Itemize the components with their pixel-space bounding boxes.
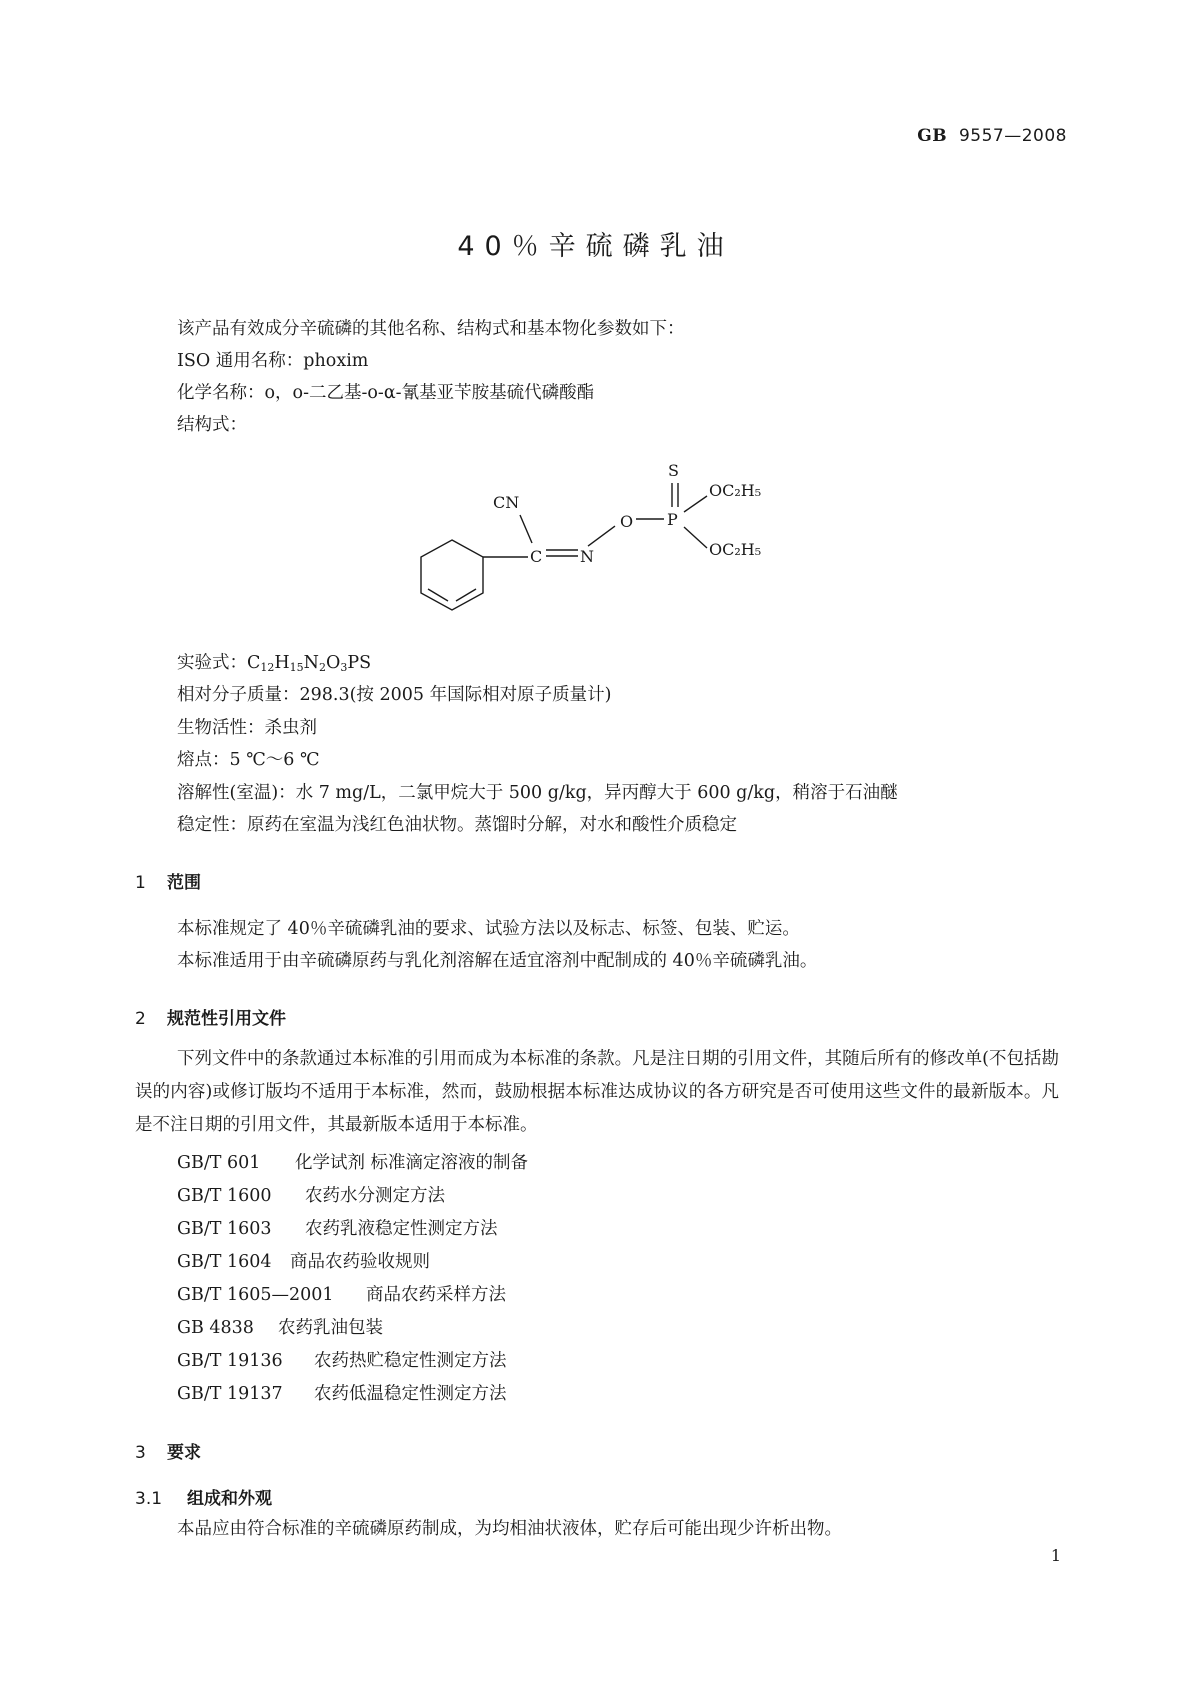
- structure-label: 结构式：: [177, 415, 247, 435]
- reference-item: GB/T 1600 农药水分测定方法: [177, 1186, 445, 1206]
- ethoxy-label-top: OC₂H₅: [709, 481, 762, 500]
- reference-item: GB/T 601 化学试剂 标准滴定溶液的制备: [177, 1153, 529, 1173]
- section-1-para-1: 本标准规定了 40％辛硫磷乳油的要求、试验方法以及标志、标签、包装、贮运。: [177, 919, 800, 939]
- iso-common-name: ISO 通用名称：phoxim: [177, 351, 369, 371]
- section-3-heading: 3 要求: [135, 1443, 201, 1463]
- standard-number: [917, 126, 1067, 146]
- molecular-mass: 相对分子质量：298.3(按 2005 年国际相对原子质量计): [177, 685, 612, 705]
- section-3-1-heading: 3.1 组成和外观: [135, 1489, 272, 1509]
- page-number: 1: [1050, 1546, 1061, 1565]
- reference-item: GB/T 19136 农药热贮稳定性测定方法: [177, 1351, 507, 1371]
- standard-code: 9557—2008: [958, 126, 1067, 146]
- cn-group-label: CN: [493, 493, 520, 512]
- empirical-formula: 实验式：$C_{12}H_{15}N_2O_3PS$: [177, 653, 372, 674]
- reference-item: GB/T 1605—2001 商品农药采样方法: [177, 1285, 506, 1305]
- benzene-ring: [421, 540, 483, 610]
- sulfur-label: S: [668, 461, 679, 480]
- ethoxy-label-bottom: OC₂H₅: [709, 540, 762, 559]
- biological-activity: 生物活性：杀虫剂: [177, 718, 317, 738]
- section-2-paragraph: 下列文件中的条款通过本标准的引用而成为本标准的条款。凡是注日期的引用文件，其随后所有的修改单(不包括勘误的内容)或修订版均不适用于本标准，然而，鼓励根据本标准达成协议的各方研究是否可使用这些文件的最新版本。凡是不注日期的引用文件，其最新版本适用于本标准。: [135, 1049, 1059, 1135]
- oxygen-label: O: [620, 512, 634, 531]
- section-1-heading: 1 范围: [135, 873, 201, 893]
- reference-item: GB/T 19137 农药低温稳定性测定方法: [177, 1384, 507, 1404]
- intro-lead: 该产品有效成分辛硫磷的其他名称、结构式和基本物化参数如下：: [177, 319, 685, 339]
- standard-prefix: GB: [917, 126, 948, 146]
- reference-item: GB/T 1603 农药乳液稳定性测定方法: [177, 1219, 498, 1239]
- chemical-name: 化学名称：o，o-二乙基-o-α-氰基亚苄胺基硫代磷酸酯: [177, 383, 595, 403]
- stability: 稳定性：原药在室温为浅红色油状物。蒸馏时分解，对水和酸性介质稳定: [177, 815, 737, 835]
- section-3-1-para: 本品应由符合标准的辛硫磷原药制成，为均相油状液体，贮存后可能出现少许析出物。: [177, 1519, 842, 1539]
- solubility: 溶解性(室温)：水 7 mg/L，二氯甲烷大于 500 g/kg，异丙醇大于 600 g/kg，稍溶于石油醚: [177, 783, 898, 803]
- document-title: 40％辛硫磷乳油: [457, 231, 734, 262]
- carbon-label: C: [530, 547, 543, 566]
- phosphorus-label: P: [667, 510, 678, 529]
- reference-item: GB 4838 农药乳油包装: [177, 1318, 383, 1338]
- nitrogen-label: N: [580, 547, 594, 566]
- section-2-heading: 2 规范性引用文件: [135, 1009, 286, 1029]
- melting-point: 熔点：5 ℃～6 ℃: [177, 750, 320, 770]
- section-1-para-2: 本标准适用于由辛硫磷原药与乳化剂溶解在适宜溶剂中配制成的 40％辛硫磷乳油。: [177, 951, 818, 971]
- reference-item: GB/T 1604 商品农药验收规则: [177, 1252, 430, 1272]
